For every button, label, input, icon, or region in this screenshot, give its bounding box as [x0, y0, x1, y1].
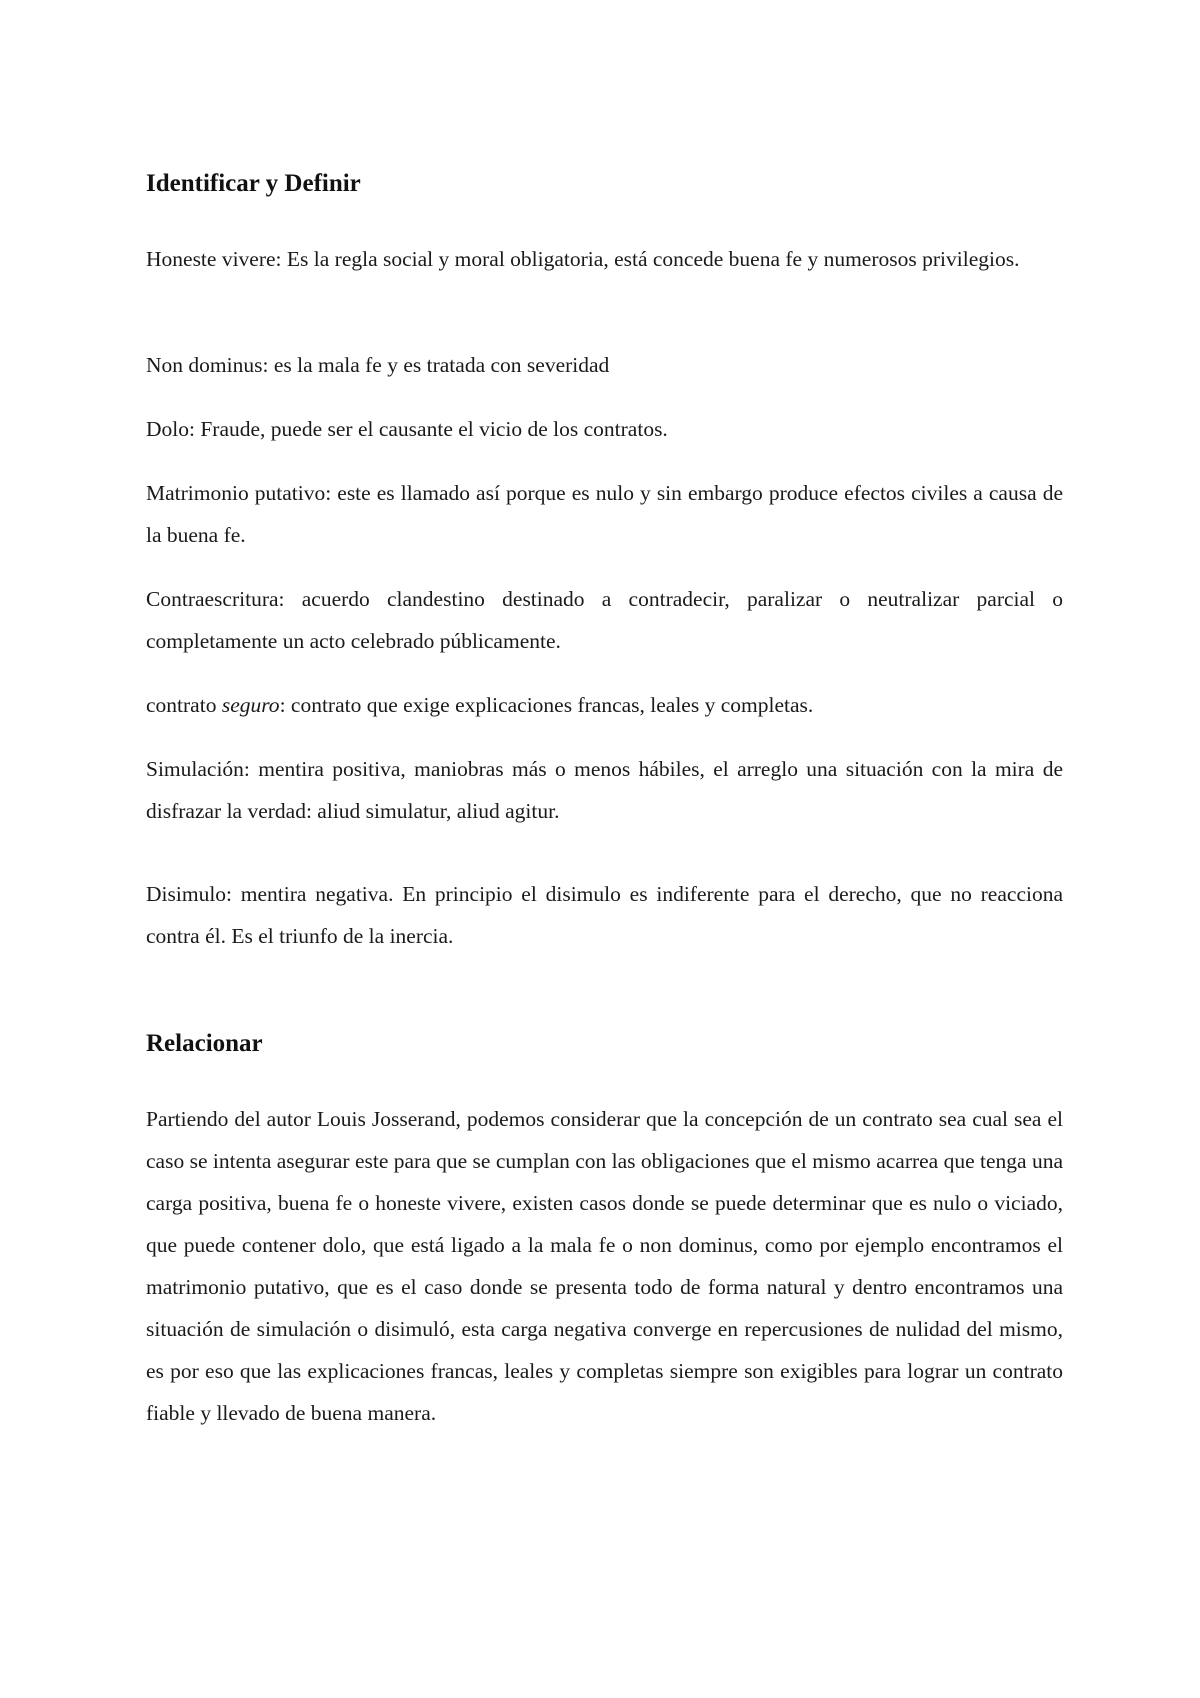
definition-contrato-seguro-post: : contrato que exige explicaciones francas, leales y completas. — [279, 693, 814, 717]
definition-dolo: Dolo: Fraude, puede ser el causante el vicio de los contratos. — [146, 417, 668, 441]
definition-matrimonio-putativo: Matrimonio putativo: este es llamado así porque es nulo y sin embargo produce efectos civiles a causa de la buena fe. — [146, 481, 1063, 547]
definition-non-dominus: Non dominus: es la mala fe y es tratada con severidad — [146, 353, 610, 377]
section-heading-relacionar: Relacionar — [146, 1030, 263, 1057]
definition-disimulo: Disimulo: mentira negativa. En principio el disimulo es indiferente para el derecho, que no reacciona contra él. Es el triunfo de la inercia. — [146, 882, 1063, 948]
definition-contrato-seguro-pre: contrato — [146, 693, 222, 717]
definition-simulacion: Simulación: mentira positiva, maniobras más o menos hábiles, el arreglo una situación con la mira de disfrazar la verdad: aliud simulatur, aliud agitur. — [146, 757, 1063, 823]
relacionar-paragraph: Partiendo del autor Louis Josserand, podemos considerar que la concepción de un contrato sea cual sea el caso se intenta asegurar este para que se cumplan con las obligaciones que el mismo acarrea que tenga una carga positiva, buena fe o honeste vivere, existen casos donde se puede determinar que es nulo o viciado, que puede contener dolo, que está ligado a la mala fe o non dominus, como por ejemplo encontramos el matrimonio putativo, que es el caso donde se presenta todo de forma natural y dentro encontramos una situación de simulación o disimuló, esta carga negativa converge en repercusiones de nulidad del mismo, es por eso que las explicaciones francas, leales y completas siempre son exigibles para lograr un contrato fiable y llevado de buena manera. — [146, 1107, 1063, 1425]
definition-contraescritura: Contraescritura: acuerdo clandestino destinado a contradecir, paralizar o neutralizar parcial o completamente un acto celebrado públicamente. — [146, 587, 1063, 653]
definition-honeste-vivere: Honeste vivere: Es la regla social y moral obligatoria, está concede buena fe y numerosos privilegios. — [146, 247, 1020, 271]
definition-contrato-seguro-term: seguro — [221, 693, 280, 717]
section-heading-identificar: Identificar y Definir — [146, 170, 361, 197]
definition-contrato-seguro — [146, 684, 1063, 726]
